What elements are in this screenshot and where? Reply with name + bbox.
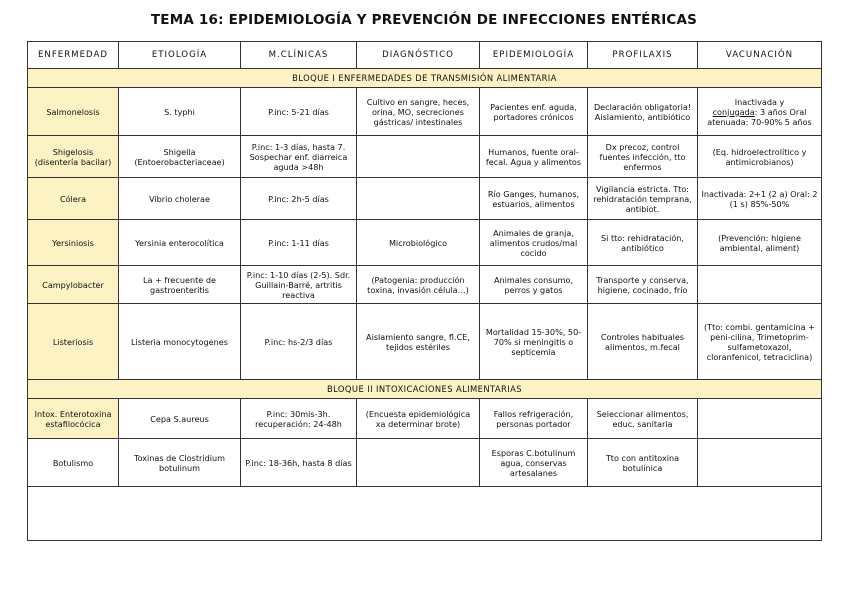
disease-name: Campylobacter bbox=[28, 266, 119, 304]
epidemiology-cell: Mortalidad 15-30%, 50-70% si meningitis o septicemia bbox=[480, 304, 588, 380]
section-row-2 bbox=[28, 380, 822, 399]
prophylaxis-cell: Vigilancia estricta. Tto: rehidratación temprana, antibiot. bbox=[588, 178, 698, 220]
header-row bbox=[28, 42, 822, 69]
etiology-cell: S. typhi bbox=[119, 88, 241, 136]
disease-name: Botulismo bbox=[28, 439, 119, 487]
clinical-cell: P.inc: 18-36h, hasta 8 días bbox=[241, 439, 357, 487]
page-title: TEMA 16: EPIDEMIOLOGÍA Y PREVENCIÓN DE INFECCIONES ENTÉRICAS bbox=[150, 12, 698, 28]
clinical-cell: P.inc: 2h-5 días bbox=[241, 178, 357, 220]
vaccination-text-a: Inactivada y bbox=[734, 96, 785, 107]
diagnosis-cell bbox=[357, 439, 480, 487]
etiology-cell: La + frecuente de gastroenteritis bbox=[119, 266, 241, 304]
table-row bbox=[28, 304, 822, 380]
diagnosis-cell: Aislamiento sangre, fl.CE, tejidos estériles bbox=[357, 304, 480, 380]
etiology-cell: Vibrio cholerae bbox=[119, 178, 241, 220]
epidemiology-cell: Animales de granja, alimentos crudos/mal cocido bbox=[480, 220, 588, 266]
disease-name: Intox. Enterotoxina estafilocócica bbox=[28, 399, 119, 439]
vaccination-text-c: : 3 años Oral atenuada: 70-90% 5 años bbox=[707, 106, 812, 127]
etiology-cell: Toxinas de Clostridium botulinum bbox=[119, 439, 241, 487]
vaccination-text-b: conjugada bbox=[712, 106, 755, 117]
header-etiologia: ETIOLOGÍA bbox=[119, 42, 241, 69]
vaccination-cell bbox=[698, 399, 822, 439]
clinical-cell: P.inc: 1-11 días bbox=[241, 220, 357, 266]
clinical-cell: P.inc: hs-2/3 días bbox=[241, 304, 357, 380]
prophylaxis-cell: Transporte y conserva, higiene, cocinado, frío bbox=[588, 266, 698, 304]
disease-table bbox=[27, 41, 822, 541]
disease-name: Yersiniosis bbox=[28, 220, 119, 266]
section-title-1: BLOQUE I ENFERMEDADES DE TRANSMISIÓN ALIMENTARIA bbox=[28, 69, 822, 88]
diagnosis-cell bbox=[357, 136, 480, 178]
clinical-cell: P.inc: 5-21 días bbox=[241, 88, 357, 136]
table-row bbox=[28, 88, 822, 136]
diagnosis-cell: (Encuesta epidemiológica xa determinar brote) bbox=[357, 399, 480, 439]
etiology-cell: Shigella (Entoerobacteriaceae) bbox=[119, 136, 241, 178]
header-diagnostico: DIAGNÓSTICO bbox=[357, 42, 480, 69]
etiology-cell: Yersinia enterocolítica bbox=[119, 220, 241, 266]
vaccination-cell: (Eq. hidroelectrolítico y antimicrobianos) bbox=[698, 136, 822, 178]
clinical-cell: P.inc: 1-10 días (2-5). Sdr. Guillain-Barré, artritis reactiva bbox=[241, 266, 357, 304]
table-row bbox=[28, 399, 822, 439]
prophylaxis-cell: Seleccionar alimentos, educ. sanitaria bbox=[588, 399, 698, 439]
vaccination-cell bbox=[698, 88, 822, 136]
etiology-cell: Cepa S.aureus bbox=[119, 399, 241, 439]
etiology-cell: Listeria monocytogenes bbox=[119, 304, 241, 380]
table-row bbox=[28, 266, 822, 304]
clinical-cell: P.inc: 30mis-3h. recuperación: 24-48h bbox=[241, 399, 357, 439]
prophylaxis-cell: Controles habituales alimentos, m.fecal bbox=[588, 304, 698, 380]
clinical-cell: P.inc: 1-3 días, hasta 7. Sospechar enf. diarreica aguda >48h bbox=[241, 136, 357, 178]
vaccination-cell: Inactivada: 2+1 (2 a) Oral: 2 (1 s) 85%-50% bbox=[698, 178, 822, 220]
prophylaxis-cell: Dx precoz, control fuentes infección, tto enfermos bbox=[588, 136, 698, 178]
table-row bbox=[28, 220, 822, 266]
epidemiology-cell: Esporas C.botulinum agua, conservas artesalanes bbox=[480, 439, 588, 487]
vaccination-cell: (Tto: combi. gentamicina + peni-cilina, Trimetoprim-sulfametoxazol, cloranfenicol, tetraciclina) bbox=[698, 304, 822, 380]
header-epidemiologia: EPIDEMIOLOGÍA bbox=[480, 42, 588, 69]
vaccination-cell: (Prevención: higiene ambiental, aliment) bbox=[698, 220, 822, 266]
diagnosis-cell: Cultivo en sangre, heces, orina, MO, secreciones gástricas/ intestinales bbox=[357, 88, 480, 136]
empty-cell bbox=[28, 487, 822, 541]
epidemiology-cell: Humanos, fuente oral-fecal. Agua y alimentos bbox=[480, 136, 588, 178]
epidemiology-cell: Fallos refrigeración, personas portador bbox=[480, 399, 588, 439]
diagnosis-cell: Microbiológico bbox=[357, 220, 480, 266]
header-enfermedad: ENFERMEDAD bbox=[28, 42, 119, 69]
prophylaxis-cell: Si tto: rehidratación, antibiótico bbox=[588, 220, 698, 266]
epidemiology-cell: Río Ganges, humanos, estuarios, alimentos bbox=[480, 178, 588, 220]
header-profilaxis: PROFILAXIS bbox=[588, 42, 698, 69]
prophylaxis-cell: Declaración obligatoria! Aislamiento, antibiótico bbox=[588, 88, 698, 136]
diagnosis-cell: (Patogenia: producción toxina, invasión célula…) bbox=[357, 266, 480, 304]
table-row bbox=[28, 439, 822, 487]
disease-name: Cólera bbox=[28, 178, 119, 220]
header-vacunacion: VACUNACIÓN bbox=[698, 42, 822, 69]
prophylaxis-cell: Tto con antitoxina botulínica bbox=[588, 439, 698, 487]
section-title-2: BLOQUE II INTOXICACIONES ALIMENTARIAS bbox=[28, 380, 822, 399]
table-row bbox=[28, 178, 822, 220]
vaccination-cell bbox=[698, 266, 822, 304]
header-mclinicas: M.CLÍNICAS bbox=[241, 42, 357, 69]
epidemiology-cell: Pacientes enf. aguda, portadores crónicos bbox=[480, 88, 588, 136]
disease-name: Shigelosis (disentería bacilar) bbox=[28, 136, 119, 178]
section-row-1 bbox=[28, 69, 822, 88]
vaccination-cell bbox=[698, 439, 822, 487]
disease-name: Salmonelosis bbox=[28, 88, 119, 136]
table-row bbox=[28, 136, 822, 178]
empty-row bbox=[28, 487, 822, 541]
disease-name: Listeriosis bbox=[28, 304, 119, 380]
epidemiology-cell: Animales consumo, perros y gatos bbox=[480, 266, 588, 304]
diagnosis-cell bbox=[357, 178, 480, 220]
